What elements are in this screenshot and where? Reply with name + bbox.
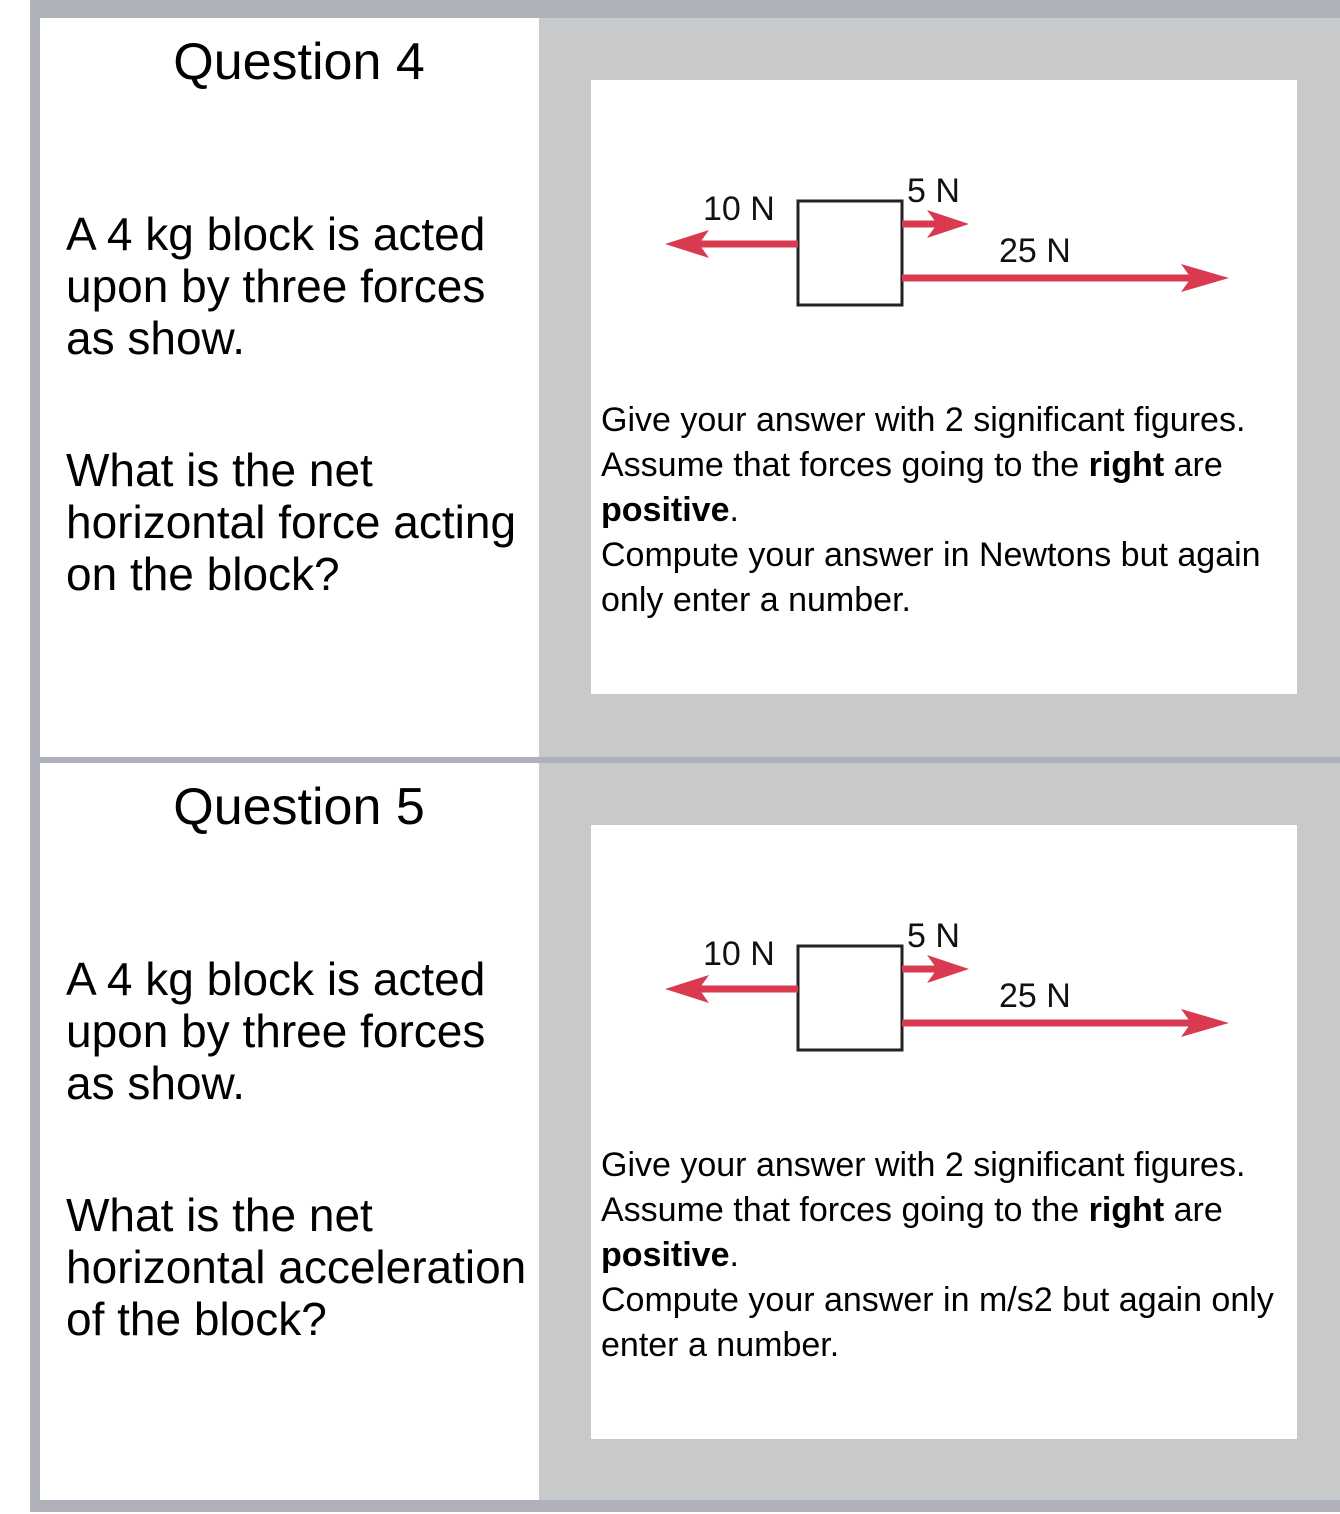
info-cell: [539, 18, 1340, 757]
label-small-force: 5 N: [907, 921, 960, 955]
instruction-units: Compute your answer in m/s2 but again only enter a number.: [601, 1281, 1274, 1364]
instruction-right-bold: right: [1088, 1191, 1165, 1229]
question-row-5: [40, 763, 1340, 1500]
question-text: What is the net horizontal force acting on the block?: [66, 444, 517, 600]
question-prompt: A 4 kg block is acted upon by three forces as show.: [66, 953, 486, 1109]
label-left-force: 10 N: [703, 935, 775, 973]
instruction-right-bold: right: [1088, 446, 1165, 484]
instruction-direction: [601, 443, 1291, 533]
block: [798, 201, 902, 305]
force-diagram: [651, 176, 1251, 336]
question-text: What is the net horizontal acceleration of the block?: [66, 1189, 527, 1345]
instruction-positive-bold: positive: [601, 491, 730, 529]
label-right-force: 25 N: [999, 977, 1071, 1015]
instructions: [601, 1143, 1291, 1368]
info-card: [591, 825, 1297, 1439]
instruction-sig-figs: Give your answer with 2 significant figures.: [601, 401, 1246, 439]
question-prompt: A 4 kg block is acted upon by three forces as show.: [66, 208, 486, 364]
instruction-direction: [601, 1188, 1291, 1278]
instruction-sig-figs: Give your answer with 2 significant figures.: [601, 1146, 1246, 1184]
force-diagram: [651, 921, 1251, 1081]
instruction-direction-mid: are: [1164, 1191, 1223, 1229]
instruction-direction-post: .: [729, 491, 739, 529]
question-row-4: [40, 18, 1340, 757]
question-cell: [40, 18, 539, 757]
instruction-direction-mid: are: [1164, 446, 1223, 484]
instruction-direction-post: .: [729, 1236, 739, 1274]
info-cell: [539, 763, 1340, 1500]
question-cell: [40, 763, 539, 1500]
label-small-force: 5 N: [907, 176, 960, 210]
questions-table: [30, 0, 1340, 1512]
label-left-force: 10 N: [703, 190, 775, 228]
instruction-positive-bold: positive: [601, 1236, 730, 1274]
label-right-force: 25 N: [999, 232, 1071, 270]
info-card: [591, 80, 1297, 694]
instruction-direction-pre: Assume that forces going to the: [601, 446, 1089, 484]
instructions: [601, 398, 1291, 623]
instruction-units: Compute your answer in Newtons but again only enter a number.: [601, 536, 1261, 619]
block: [798, 946, 902, 1050]
instruction-direction-pre: Assume that forces going to the: [601, 1191, 1089, 1229]
question-title: Question 4: [173, 33, 425, 91]
question-title: Question 5: [173, 778, 425, 836]
